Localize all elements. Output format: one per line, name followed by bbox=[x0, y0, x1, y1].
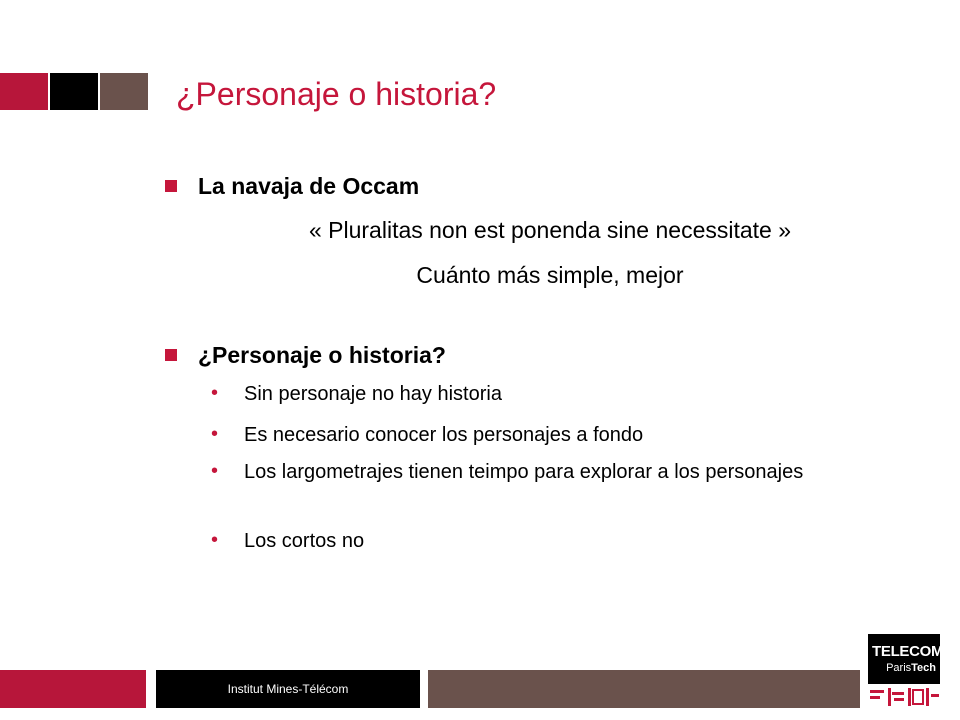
logo-main-text: TELECOM bbox=[872, 643, 944, 660]
bullet-dot-icon: • bbox=[211, 460, 219, 482]
logo-sub-prefix: Paris bbox=[886, 662, 912, 674]
section-heading-occam: La navaja de Occam bbox=[198, 173, 420, 199]
slide-title: ¿Personaje o historia? bbox=[176, 76, 497, 112]
bullet-item: Sin personaje no hay historia bbox=[244, 383, 502, 405]
footer-block-red bbox=[0, 670, 146, 708]
bullet-dot-icon: • bbox=[211, 529, 219, 551]
quote-translation: Cuánto más simple, mejor bbox=[416, 262, 684, 288]
footer-block-brown bbox=[428, 670, 860, 708]
logo-box bbox=[868, 634, 944, 684]
telecom-paristech-logo bbox=[868, 634, 944, 708]
bullet-item: Los cortos no bbox=[244, 530, 365, 552]
section-heading-personaje: ¿Personaje o historia? bbox=[198, 342, 446, 368]
footer-institution: Institut Mines-Télécom bbox=[227, 682, 349, 696]
bullet-item: Es necesario conocer los personajes a fondo bbox=[244, 424, 644, 446]
bullet-dot-icon: • bbox=[211, 382, 219, 404]
latin-quote: « Pluralitas non est ponenda sine necessitate » bbox=[308, 217, 792, 243]
seal-icon bbox=[868, 686, 940, 708]
bullet-dot-icon: • bbox=[211, 423, 219, 445]
square-bullet-icon bbox=[165, 349, 177, 361]
square-bullet-icon bbox=[165, 180, 177, 192]
bullet-item: Los largometrajes tienen teimpo para explorar a los personajes bbox=[244, 461, 804, 483]
logo-sub-text bbox=[886, 662, 936, 674]
logo-sub-suffix: Tech bbox=[911, 662, 936, 674]
